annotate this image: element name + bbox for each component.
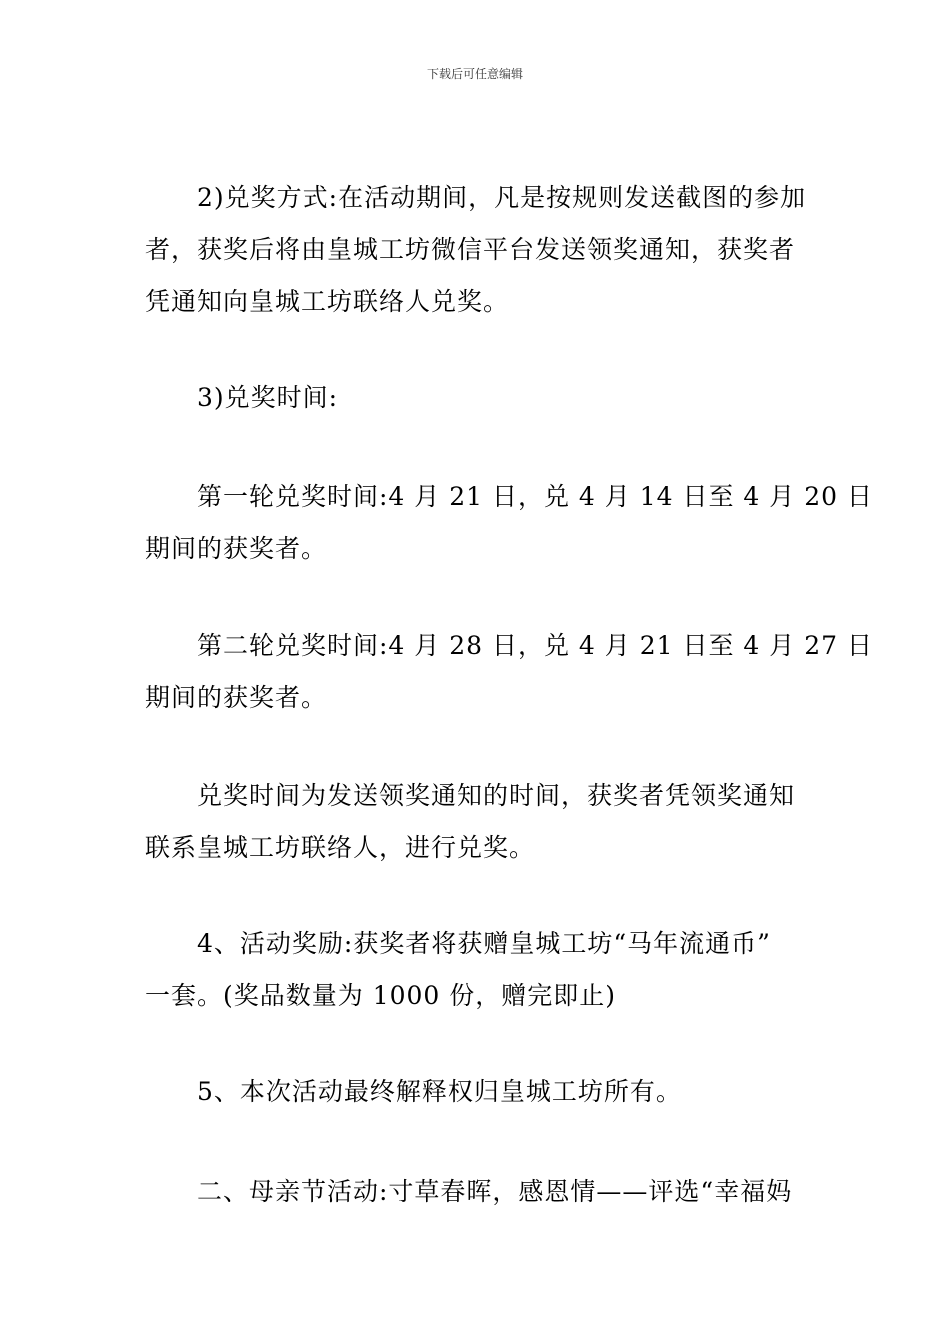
- paragraph-line: 凭通知向皇城工坊联络人兑奖。: [145, 287, 510, 316]
- paragraph-line: 2)兑奖方式:在活动期间，凡是按规则发送截图的参加: [197, 183, 807, 212]
- paragraph-line: 兑奖时间为发送领奖通知的时间，获奖者凭领奖通知: [197, 781, 796, 810]
- paragraph-line: 第一轮兑奖时间:4 月 21 日，兑 4 月 14 日至 4 月 20 日: [197, 482, 873, 511]
- paragraph-line: 联系皇城工坊联络人，进行兑奖。: [145, 833, 536, 862]
- paragraph-redeem-time-heading: [145, 372, 810, 424]
- paragraph-line: 5、本次活动最终解释权归皇城工坊所有。: [197, 1077, 682, 1106]
- paragraph-redeem-method: [145, 172, 810, 328]
- paragraph-line: 4、活动奖励:获奖者将获赠皇城工坊“马年流通币”: [197, 929, 771, 958]
- paragraph-round-one: [145, 471, 873, 575]
- paragraph-redeem-note: [145, 770, 810, 874]
- paragraph-interpretation: [145, 1066, 810, 1118]
- page-header: 下载后可任意编辑: [426, 67, 523, 81]
- paragraph-round-two: [145, 620, 873, 724]
- paragraph-reward: [145, 918, 810, 1022]
- paragraph-line: 期间的获奖者。: [145, 534, 328, 563]
- paragraph-line: 期间的获奖者。: [145, 683, 328, 712]
- paragraph-line: 一套。(奖品数量为 1000 份，赠完即止): [145, 981, 617, 1010]
- paragraph-mothers-day: [145, 1166, 810, 1218]
- paragraph-line: 者，获奖后将由皇城工坊微信平台发送领奖通知，获奖者: [145, 235, 796, 264]
- paragraph-line: 二、母亲节活动:寸草春晖，感恩情——评选“幸福妈: [197, 1177, 793, 1206]
- paragraph-line: 第二轮兑奖时间:4 月 28 日，兑 4 月 21 日至 4 月 27 日: [197, 631, 873, 660]
- paragraph-line: 3)兑奖时间:: [197, 383, 339, 412]
